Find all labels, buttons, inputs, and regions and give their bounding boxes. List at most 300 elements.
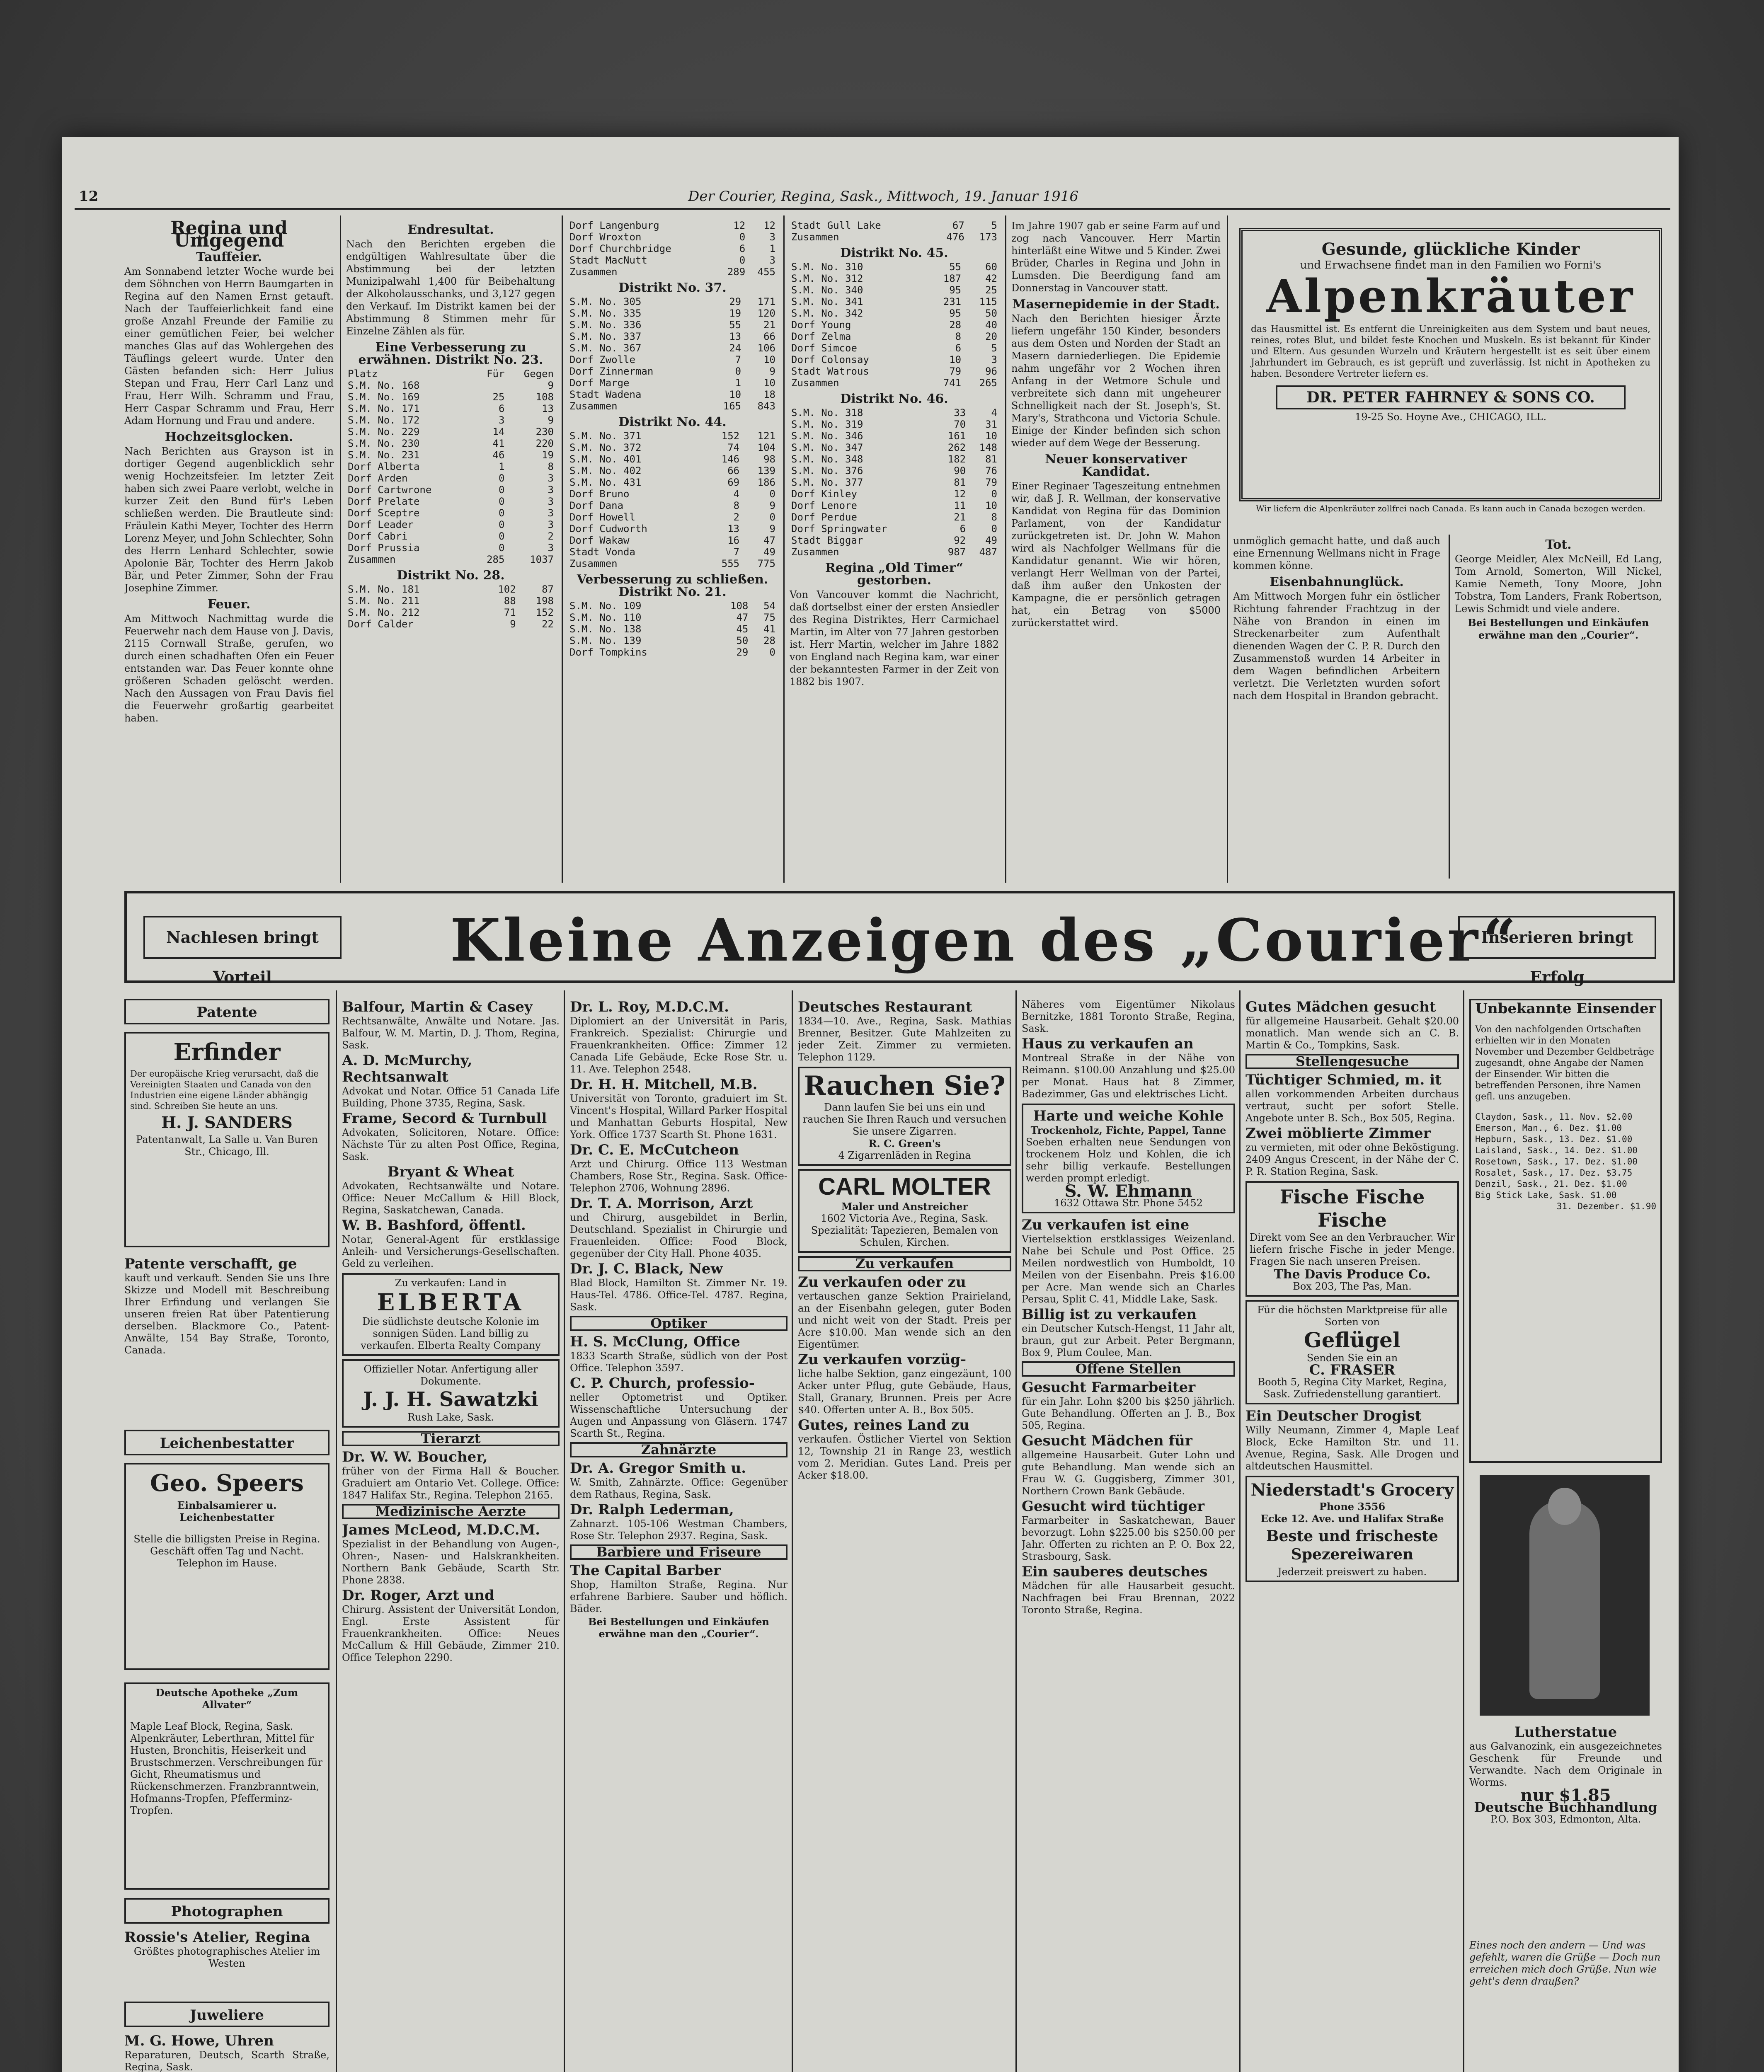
table-row: S.M. No. 377 81 79 — [791, 477, 997, 488]
ad-text: Booth 5, Regina City Market, Regina, Sask. Zufriedenstellung garantiert. — [1258, 1376, 1447, 1400]
ad-rauchen — [798, 1067, 1011, 1166]
ad-niederstadt — [1245, 1476, 1459, 1582]
ad-title: Tüchtiger Schmied, m. it — [1245, 1072, 1442, 1088]
einsender-list — [1475, 1111, 1656, 1212]
ad-note: Wir liefern die Alpenkräuter zollfrei nach Canada. Es kann auch in Canada bezogen werden. — [1256, 503, 1645, 513]
ad-title: Zwei möblierte Zimmer — [1245, 1125, 1431, 1142]
results-table — [346, 583, 555, 630]
ad-slogan: Beste und frischeste Spezereiwaren — [1266, 1527, 1438, 1563]
ad-title: Niederstadt's Grocery — [1250, 1480, 1454, 1500]
ad-name: H. J. SANDERS — [161, 1113, 293, 1132]
table-row: S.M. No. 376 90 76 — [791, 465, 997, 477]
table-row: Dorf Prussia 0 3 — [348, 542, 554, 554]
article-text: Einer Reginaer Tageszeitung entnehmen wir, daß J. R. Wellman, der konservative Kandidat von Regina für das Dominion Parlament, von der Kandidatur zurückgetreten ist. Dr. John W. Mahon wird als Nachfolger Wellmans für die Kandidatur genannt. Wie wir hören, verlangt Herr Wellman von der Partei, daß ihm außer den Unkosten der Kampagne, die er persönlich getragen hat, ein Betrag von $5000 zurückerstattet wird. — [1011, 480, 1221, 629]
ad-title: Geo. Speers — [150, 1469, 304, 1497]
table-row: S.M. No. 138 45 41 — [569, 623, 775, 635]
article-title: Neuer konservativer Kandidat. — [1045, 452, 1187, 479]
ad-text: Maple Leaf Block, Regina, Sask. Alpenkräuter, Leberthran, Mittel für Husten, Bronchitis, Heiserkeit und Brustschmerzen. Verschreibungen für Gicht, Rheumatismus und Rückenschmerzen. Franzbranntwein, Hofmanns-Tropfen, Pfefferminz-Tropfen. — [130, 1721, 322, 1816]
list-item: Denzil, Sask., 21. Dez. $1.00 — [1475, 1179, 1627, 1189]
ad-rossie — [124, 1929, 330, 1995]
ad-title: M. G. Howe, Uhren — [124, 2033, 274, 2049]
ad-firm: Deutsche Buchhandlung — [1474, 1799, 1657, 1815]
ad-text: Diplomiert an der Universität in Paris, Frankreich. Spezialist: Chirurgie und Frauenkrankheiten. Office: Zimmer 12 Canada Life Gebäude, Ecke Rose Str. u. 11. Ave. Telephon 2548. — [570, 1015, 788, 1075]
table-total: Zusammen 741 265 — [791, 377, 997, 389]
table-row: S.M. No. 318 33 4 — [791, 407, 997, 419]
table-row: S.M. No. 340 95 25 — [791, 284, 997, 296]
table-row: Stadt Gull Lake 67 5 — [791, 220, 997, 231]
ad-text: Dann laufen Sie bei uns ein und rauchen Sie Ihren Rauch und versuchen Sie unsere Zigarren. — [802, 1101, 1007, 1137]
ad-apotheke — [124, 1682, 330, 1890]
list-item: 31. Dezember. $1.90 — [1556, 1201, 1656, 1211]
table-row: S.M. No. 347 262 148 — [791, 442, 997, 453]
ad-text: Stelle die billigsten Preise in Regina. Geschäft offen Tag und Nacht. Telephon im Hause. — [133, 1533, 320, 1569]
table-row: S.M. No. 402 66 139 — [569, 465, 775, 477]
ad-unbekannte-einsender — [1469, 999, 1662, 1463]
table-row: Dorf Calder 9 22 — [348, 618, 554, 630]
table-row: S.M. No. 319 70 31 — [791, 419, 997, 430]
ad-phone: Phone 3556 — [1319, 1501, 1386, 1513]
ad-title: Rauchen Sie? — [804, 1070, 1006, 1101]
section-title: Regina und Umgegend — [170, 220, 288, 251]
ad-ehmann — [1022, 1104, 1235, 1213]
ad-lutherstatue — [1469, 1724, 1662, 1931]
ad-title: Deutsche Apotheke „Zum Allvater“ — [155, 1687, 298, 1711]
district-title: Distrikt No. 45. — [840, 246, 948, 260]
table-row: Dorf Wroxton 0 3 — [569, 231, 775, 243]
ad-title: Billig ist zu verkaufen — [1022, 1306, 1197, 1323]
table-row: S.M. No. 171 6 13 — [348, 403, 554, 414]
table-row: S.M. No. 367 24 106 — [569, 342, 775, 354]
ad-elberta — [342, 1273, 560, 1356]
article-text: Von Vancouver kommt die Nachricht, daß dortselbst einer der ersten Ansiedler des Regina Distriktes, Herr Carmichael Martin, im Alter von 77 Jahren gestorben ist. Herr Martin, welcher im Jahre 1882 von England nach Regina kam, war einer der bekanntesten Farmer in der Zeit von 1882 bis 1907. — [790, 589, 999, 687]
table-total: Zusammen 285 1037 — [348, 554, 554, 565]
ad-name: S. W. Ehmann — [1064, 1181, 1192, 1201]
ad-title: Bryant & Wheat — [387, 1164, 514, 1180]
ad-title: Gutes Mädchen gesucht — [1245, 999, 1436, 1015]
ad-text: allgemeine Hausarbeit. Guter Lohn und gute Behandlung. Man wende sich an Frau W. G. Guggisberg, Zimmer 301, Northern Crown Bank Gebäude. — [1022, 1449, 1235, 1497]
section-header-zu-verkaufen: Zu verkaufen — [798, 1256, 1011, 1271]
banner-left-box: Nachlesen bringt Vorteil — [143, 916, 342, 959]
ad-text: ein Deutscher Kutsch-Hengst, 11 Jahr alt, braun, gut zur Arbeit. Peter Bergmann, Box 9, Plum Coulee, Man. — [1022, 1323, 1235, 1358]
ad-title: Harte und weiche Kohle — [1033, 1108, 1224, 1124]
list-item: Claydon, Sask., 11. Nov. $2.00 — [1475, 1112, 1633, 1122]
district-title: Distrikt No. 46. — [840, 392, 948, 406]
ad-title: Lutherstatue — [1514, 1724, 1617, 1740]
article-title: Tauffeier. — [196, 250, 262, 264]
ad-sub: Patentanwalt, La Salle u. Van Buren Str., Chicago, Ill. — [136, 1134, 318, 1157]
section-header-tierarzt: Tierarzt — [342, 1431, 560, 1446]
classifieds-column-4 — [798, 999, 1011, 2072]
column-rule — [564, 990, 565, 2072]
list-item: Emerson, Man., 6. Dez. $1.00 — [1475, 1123, 1622, 1133]
table-row: S.M. No. 109 108 54 — [569, 600, 775, 612]
ad-text: Senden Sie ein an — [1306, 1352, 1398, 1364]
district-title: Verbesserung zu schließen. Distrikt No. 21. — [577, 572, 768, 599]
ad-patente-verschafft — [124, 1256, 330, 1421]
column-election-results-2 — [568, 220, 777, 883]
table-total: Zusammen 165 843 — [569, 400, 775, 412]
table-row: Dorf Zelma 8 20 — [791, 331, 997, 342]
table-row: S.M. No. 336 55 21 — [569, 319, 775, 331]
ad-text: Mädchen für alle Hausarbeit gesucht. Nachfragen bei Frau Brennan, 2022 Toronto Straße, Regina. — [1022, 1580, 1235, 1616]
article-title: Hochzeitsglocken. — [165, 430, 293, 444]
ad-title: Dr. T. A. Morrison, Arzt — [570, 1195, 753, 1212]
ad-text: Montreal Straße in der Nähe von Reimann. $100.00 Anzahlung und $25.00 per Monat. Haus hat 8 Zimmer, Badezimmer, Gas und elektrisches Licht. — [1022, 1052, 1235, 1100]
results-table — [568, 430, 777, 569]
ad-title: Geflügel — [1304, 1328, 1401, 1352]
table-row: S.M. No. 346 161 10 — [791, 430, 997, 442]
ad-text: allen vorkommenden Arbeiten durchaus vertraut, sucht per sofort Stelle. Angebote unter B. Sch., Box 505, Regina. — [1245, 1088, 1459, 1124]
table-row: Dorf Cabri 0 2 — [348, 530, 554, 542]
ad-title: Patente verschafft, ge — [124, 1256, 297, 1272]
ad-title: Rossie's Atelier, Regina — [124, 1929, 310, 1946]
ad-title: Gesucht Farmarbeiter — [1022, 1379, 1196, 1396]
article-text: Nach den Berichten hiesiger Ärzte liefern ungefähr 150 Kinder, besonders aus dem Osten und Norden der Stadt an Masern darniederliegen. Die Epidemie nahm ungefähr vor 2 Wochen ihren Anfang in der Wetmore Schule und verbreitete sich dann mit ungeheurer Schnelligkeit nach der St. Joseph's, St. Mary's, Strathcona und Victoria Schule. Einige der Kinder befinden sich schon wieder auf dem Wege der Besserung. — [1011, 313, 1221, 449]
ad-address: Ecke 12. Ave. und Halifax Straße — [1260, 1513, 1444, 1525]
ad-text: Rechtsanwälte, Anwälte und Notare. Jas. Balfour, W. M. Martin, D. J. Thom, Regina, Sask. — [342, 1015, 560, 1051]
table-row: Dorf Wakaw 16 47 — [569, 535, 775, 546]
ad-text: früher von der Firma Hall & Boucher. Graduiert am Ontario Vet. College. Office: 1847 Halifax Str., Regina. Telephon 2165. — [342, 1465, 560, 1501]
ad-text: Näheres vom Eigentümer Nikolaus Bernitzke, 1881 Toronto Straße, Regina, Sask. — [1022, 999, 1235, 1034]
column-rule — [1449, 535, 1450, 879]
article-text: Am Sonnabend letzter Woche wurde bei dem Söhnchen von Herrn Baumgarten in Regina auf den Namen Ernst getauft. Nach der Tauffeierlichkeit fand eine große Anzahl Freunde der Familie zu einer gemütlichen Feier, bei welcher manches Glas auf das Wohlergehen des Täuflings geleert wurde. Unter den Gästen befanden sich: Herr Julius Stepan und Frau, Herr Carl Lanz und Frau, Herr Wilh. Schramm und Frau, Herr Caspar Schramm und Frau, Herr Adam Hornung und Frau und andere. — [124, 266, 334, 426]
article-title: Eisenbahnunglück. — [1270, 575, 1404, 589]
column-rule — [1463, 990, 1464, 2072]
ad-title: Zu verkaufen vorzüg- — [798, 1351, 967, 1368]
list-item: Hepburn, Sask., 13. Dez. $1.00 — [1475, 1134, 1633, 1144]
results-table — [790, 407, 999, 558]
classifieds-banner — [124, 891, 1675, 986]
ad-title: Dr. H. H. Mitchell, M.B. — [570, 1076, 758, 1093]
column-news-4 — [1455, 535, 1662, 879]
ad-text: Advokaten, Solicitoren, Notare. Office: Nächste Tür zu alten Post Office, Regina, Sask. — [342, 1127, 560, 1162]
ad-address: 19-25 So. Hoyne Ave., CHICAGO, ILL. — [1355, 411, 1546, 423]
table-total: Zusammen 987 487 — [791, 546, 997, 558]
ad-text: vertauschen ganze Sektion Prairieland, an der Eisenbahn gelegen, guter Boden und nicht weit von der Stadt. Preis per Acre $10.00. Man wende sich an den Eigentümer. — [798, 1290, 1011, 1350]
section-header-photographen: Photographen — [124, 1898, 330, 1924]
ad-title: A. D. McMurchy, Rechtsanwalt — [342, 1052, 472, 1085]
article-text: Nach Berichten aus Grayson ist in dortiger Gegend augenblicklich sehr wenig Hochzeitsfeier. Im letzter Zeit haben sich zwei Paare verlobt, welche in kurzer Zeit den Bund für's Leben schließen werden. Die Brautleute sind: Fräulein Kathi Meyer, Tochter des Herrn Lorenz Meyer, und John Schlechter, Sohn des Herrn Lenhard Schlechter, sowie Apolonie Bär, Tochter des Herrn Jakob Bär, und Peter Zimmer, Sohn der Frau Josephine Zimmer. — [124, 445, 334, 594]
table-total: Zusammen 476 173 — [791, 231, 997, 243]
section-header-optiker: Optiker — [570, 1316, 788, 1331]
courier-note: Bei Bestellungen und Einkäufen erwähne man den „Courier“. — [1468, 617, 1649, 641]
section-header-stellengesuche: Stellengesuche — [1245, 1054, 1459, 1069]
ad-sawatzki — [342, 1359, 560, 1428]
ad-sub: Einbalsamierer u. Leichenbestatter — [177, 1499, 277, 1523]
classifieds-column-6 — [1245, 999, 1459, 2072]
ad-text: Der europäische Krieg verursacht, daß die Vereinigten Staaten und Canada von den Industrien eine eigene Länder abhängig sind. Schreiben Sie heute an uns. — [130, 1069, 319, 1111]
ad-text: Direkt vom See an den Verbraucher. Wir liefern frische Fische in jeder Menge. Fragen Sie nach unseren Preisen. — [1250, 1232, 1455, 1267]
ad-headline: Gesunde, glückliche Kinder — [1321, 240, 1580, 259]
ad-text: und Chirurg, ausgebildet in Berlin, Deutschland. Spezialist in Chirurgie und Frauenleiden. Office: Food Block, gegenüber der City Hall. Phone 4035. — [570, 1212, 788, 1259]
ad-text: aus Galvanozink, ein ausgezeichnetes Geschenk für Freunde und Verwandte. Nach dem Originale in Worms. — [1469, 1740, 1662, 1788]
ad-text: Reparaturen, Deutsch, Scarth Straße, Regina, Sask. — [124, 2049, 330, 2072]
ad-text: Für die höchsten Marktpreise für alle Sorten von — [1257, 1304, 1447, 1328]
table-row: Dorf Churchbridge 6 1 — [569, 243, 775, 254]
table-row: Dorf Bruno 4 0 — [569, 488, 775, 500]
table-row: Dorf Simcoe 6 5 — [791, 342, 997, 354]
table-row: Dorf Zwolle 7 10 — [569, 354, 775, 366]
table-row: Stadt Wadena 10 18 — [569, 389, 775, 400]
ad-name: C. FRASER — [1309, 1362, 1396, 1378]
column-rule — [1239, 990, 1241, 2072]
table-row: Dorf Langenburg 12 12 — [569, 220, 775, 231]
ad-subline: und Erwachsene findet man in den Familien wo Forni's — [1300, 259, 1602, 271]
ad-title: Erfinder — [173, 1038, 281, 1066]
district-title: Distrikt No. 28. — [397, 568, 505, 583]
table-row: S.M. No. 211 88 198 — [348, 595, 554, 607]
section-header-aerzte: Medizinische Aerzte — [342, 1504, 560, 1519]
ad-title: James McLeod, M.D.C.M. — [342, 1522, 540, 1538]
article-title: Feuer. — [207, 597, 251, 612]
ad-howe — [124, 2033, 330, 2072]
column-rule — [1015, 990, 1017, 2072]
results-table — [568, 296, 777, 412]
classifieds-column-5 — [1022, 999, 1235, 2072]
list-item: Rosetown, Sask., 17. Dez. $1.00 — [1475, 1157, 1638, 1167]
ad-title: Ein Deutscher Drogist — [1245, 1408, 1422, 1424]
table-row: Dorf Tompkins 29 0 — [569, 646, 775, 658]
table-row: S.M. No. 312 187 42 — [791, 273, 997, 284]
ad-text: 1834—10. Ave., Regina, Sask. Mathias Brenner, Besitzer. Gute Mahlzeiten zu jeder Zeit. Zimmer zu vermieten. Telephon 1129. — [798, 1015, 1011, 1063]
ad-title: Dr. W. W. Boucher, — [342, 1449, 488, 1465]
statue-head — [1548, 1488, 1581, 1525]
ad-text: liche halbe Sektion, ganz eingezäunt, 100 Acker unter Pflug, gute Gebäude, Haus, Stall, Granary, Brunnen. Preis per Acre $40. Offerten unter A. B., Box 505. — [798, 1368, 1011, 1416]
table-row: S.M. No. 230 41 220 — [348, 438, 554, 449]
ad-title: Deutsches Restaurant — [798, 999, 972, 1015]
district-title: Distrikt No. 37. — [618, 281, 727, 295]
ad-sub: 4 Zigarrenläden in Regina — [838, 1150, 971, 1161]
ad-name: The Davis Produce Co. — [1274, 1267, 1431, 1282]
ad-title: Dr. A. Gregor Smith u. — [570, 1460, 746, 1477]
statue-figure — [1529, 1500, 1600, 1699]
ad-sub: Maler und Anstreicher — [841, 1201, 968, 1213]
ad-fische — [1245, 1181, 1459, 1297]
ad-title: Zu verkaufen oder zu — [798, 1274, 966, 1290]
ad-title: CARL MOLTER — [818, 1173, 991, 1200]
ad-title: C. P. Church, professio- — [570, 1375, 755, 1392]
article-text: Im Jahre 1907 gab er seine Farm auf und zog nach Vancouver. Herr Martin hinterläßt eine Witwe und 5 Kinder. Zwei Brüder, Charles in Regina und John in Lumsden. Die Beerdigung fand am Donnerstag in Vancouver statt. — [1011, 220, 1221, 294]
column-rule — [340, 215, 341, 883]
section-header-barbiere: Barbiere und Friseure — [570, 1544, 788, 1560]
ad-title: The Capital Barber — [570, 1562, 721, 1579]
ad-text: zu vermieten, mit oder ohne Beköstigung. 2409 Angus Crescent, in der Nähe der C. P. R. Station Regina, Sask. — [1245, 1142, 1459, 1177]
ad-sub: Box 203, The Pas, Man. — [1293, 1280, 1412, 1292]
ad-sub: Rush Lake, Sask. — [407, 1411, 494, 1423]
results-table — [790, 261, 999, 389]
results-table — [568, 600, 777, 658]
ad-text: Von den nachfolgenden Ortschaften erhielten wir in den Monaten November und Dezember Geldbeträge zugesandt, ohne Angabe der Namen der Einsender. Wir bitten die betreffenden Personen, ihre Namen gefl. uns anzugeben. — [1475, 1024, 1654, 1102]
ad-title: Gesucht Mädchen für — [1022, 1433, 1192, 1449]
results-table — [790, 220, 999, 243]
table-row: S.M. No. 229 14 230 — [348, 426, 554, 438]
district-title: Distrikt No. 44. — [618, 415, 727, 429]
ad-text: Advokat und Notar. Office 51 Canada Life Building, Phone 3735, Regina, Sask. — [342, 1085, 560, 1109]
table-header: Platz Für Gegen — [348, 368, 554, 380]
banner-title: Kleine Anzeigen des „Courier“ — [450, 907, 1519, 975]
column-news-2 — [1011, 220, 1221, 883]
ad-speers — [124, 1463, 330, 1670]
ad-text: Blad Block, Hamilton St. Zimmer Nr. 19. Haus-Tel. 4786. Office-Tel. 4787. Regina, Sask. — [570, 1277, 788, 1313]
table-row: Stadt MacNutt 0 3 — [569, 254, 775, 266]
table-row: S.M. No. 310 55 60 — [791, 261, 997, 273]
ad-text: Spezialist in der Behandlung von Augen-, Ohren-, Nasen- und Halskrankheiten. Northern Bank Gebäude, Scarth Str. Phone 2838. — [342, 1538, 560, 1586]
table-row: S.M. No. 172 3 9 — [348, 414, 554, 426]
article-text: George Meidler, Alex McNeill, Ed Lang, Tom Arnold, Somerton, Will Nickel, Kamie Nemeth, Tony Moore, John Tobstra, Tom Landers, Frank Robertson, Lewis Schmidt und viele andere. — [1455, 553, 1662, 615]
table-row: S.M. No. 110 47 75 — [569, 612, 775, 623]
table-row: Dorf Cartwrone 0 3 — [348, 484, 554, 496]
ad-firm: DR. PETER FAHRNEY & SONS CO. — [1276, 385, 1626, 409]
ad-title: H. S. McClung, Office — [570, 1334, 740, 1350]
table-row: S.M. No. 401 146 98 — [569, 453, 775, 465]
ad-sub: Zu verkaufen: Land in — [395, 1277, 507, 1289]
ad-text: Offizieller Notar. Anfertigung aller Dokumente. — [363, 1363, 538, 1387]
classifieds-column-2 — [342, 999, 560, 2072]
courier-note: Bei Bestellungen und Einkäufen erwähne man den „Courier“. — [588, 1616, 769, 1640]
table-row: Dorf Sceptre 0 3 — [348, 507, 554, 519]
alpenkraeuter-ad — [1239, 228, 1662, 501]
ad-title: W. B. Bashford, öffentl. — [342, 1217, 526, 1234]
ad-text: Universität von Toronto, graduiert im St. Vincent's Hospital, Willard Parker Hospital und Manhattan Geburts Hospital, New York. Office 1737 Scarth St. Phone 1631. — [570, 1093, 788, 1140]
table-row: Dorf Perdue 21 8 — [791, 511, 997, 523]
ad-text: Viertelsektion erstklassiges Weizenland. Nahe bei Schule und Post Office. 25 Meilen nordwestlich von Humboldt, 10 Meilen von der Eisenbahn. Preis $16.00 per Acre. Man wende sich an Charles Persau, Split C. 41, Middle Lake, Sask. — [1022, 1233, 1235, 1305]
section-header-leichenbestatter: Leichenbestatter — [124, 1430, 330, 1455]
ad-text: Arzt und Chirurg. Office 113 Westman Chambers, Rose Str., Regina. Sask. Office-Telephon 2706, Wohnung 2896. — [570, 1158, 788, 1194]
poem-text: Eines noch den andern — Und was gefehlt, waren die Grüße — Doch nun erreichen mich doch Grüße. Nun wie geht's denn draußen? — [1469, 1939, 1661, 1987]
ad-title: Balfour, Martin & Casey — [342, 999, 533, 1015]
table-row: Dorf Alberta 1 8 — [348, 461, 554, 472]
ad-text: Soeben erhalten neue Sendungen von trockenem Holz und Kohlen, die ich sehr billig verkaufe. Bestellungen werden prompt erledigt. — [1026, 1136, 1231, 1184]
ad-text: Willy Neumann, Zimmer 4, Maple Leaf Block, Ecke Hamilton Str. und 11. Avenue, Regina, Sask. Alle Drogen und altdeutschen Hausmittel. — [1245, 1424, 1459, 1472]
column-local-news — [124, 220, 334, 883]
ad-title: Dr. Roger, Arzt und — [342, 1587, 494, 1604]
ad-erfinder — [124, 1032, 330, 1247]
article-text: unmöglich gemacht hatte, und daß auch eine Ernennung Wellmans nicht in Frage kommen könne. — [1233, 535, 1440, 571]
table-row: S.M. No. 231 46 19 — [348, 449, 554, 461]
table-row: S.M. No. 168 9 — [348, 380, 554, 391]
table-row: Dorf Kinley 12 0 — [791, 488, 997, 500]
column-rule — [792, 990, 793, 2072]
ad-text: verkaufen. Östlicher Viertel von Sektion 12, Township 21 in Range 23, westlich vom 2. Meridian. Gutes Land. Preis per Acker $18.00. — [798, 1433, 1011, 1481]
ad-address: 1632 Ottawa Str. Phone 5452 — [1054, 1197, 1203, 1209]
ad-body: das Hausmittel ist. Es entfernt die Unreinigkeiten aus dem System und baut neues, reines, rotes Blut, und bildet feste Knochen und Muskeln. Es ist bekannt für Kinder und Eltern. Aus gesunden Wurzeln und Kräutern hergestellt ist es seit über einem Jahrhundert im Gebrauch, es ist geprüft und zuverlässig. Ist nicht in Apotheken zu haben. Besondere Vertreter liefern es. — [1251, 324, 1650, 379]
ad-price: nur $1.85 — [1520, 1786, 1611, 1805]
ad-title: Frame, Secord & Turnbull — [342, 1110, 547, 1127]
ad-name: R. C. Green's — [868, 1138, 941, 1150]
table-row: Dorf Springwater 6 0 — [791, 523, 997, 535]
table-row: S.M. No. 348 182 81 — [791, 453, 997, 465]
ad-sub: Größtes photographisches Atelier im Westen — [133, 1946, 320, 1969]
ad-product-name: Alpenkräuter — [1266, 269, 1636, 323]
ad-sub: Trockenholz, Fichte, Pappel, Tanne — [1030, 1124, 1226, 1136]
column-rule — [562, 215, 563, 883]
ad-title: Zu verkaufen ist eine — [1022, 1217, 1190, 1233]
ad-text: für allgemeine Hausarbeit. Gehalt $20.00 monatlich. Man wende sich an C. B. Martin & Co., Tompkins, Sask. — [1245, 1015, 1459, 1051]
ad-molter — [798, 1169, 1011, 1253]
article-text: Am Mittwoch Nachmittag wurde die Feuerwehr nach dem Hause von J. Davis, 2115 Cornwall Straße, gerufen, wo durch einen schadhaften Ofen ein Feuer entstanden war. Das Feuer konnte ohne größeren Schaden gelöscht werden. Nach den Aussagen von Frau Davis fiel die Feuerwehr großartig gearbeitet haben. — [124, 613, 334, 724]
ad-title: Ein sauberes deutsches — [1022, 1564, 1208, 1580]
column-rule — [336, 990, 337, 2072]
page-header — [75, 185, 1670, 210]
ad-text: kauft und verkauft. Senden Sie uns Ihre Skizze und Modell mit Beschreibung Ihrer Erfindung und verlangen Sie unseren freien Rat über Patentierung derselben. Blackmore Co., Patent-Anwälte, 154 Bay Straße, Toronto, Canada. — [124, 1272, 330, 1356]
ad-title: Dr. C. E. McCutcheon — [570, 1142, 739, 1158]
table-row: S.M. No. 341 231 115 — [791, 296, 997, 307]
list-item: Laisland, Sask., 14. Dez. $1.00 — [1475, 1145, 1638, 1155]
ad-title: Dr. L. Roy, M.D.C.M. — [570, 999, 729, 1015]
column-rule — [1005, 215, 1006, 883]
section-header-patente: Patente — [124, 999, 330, 1024]
table-row: S.M. No. 431 69 186 — [569, 477, 775, 488]
table-row: S.M. No. 181 102 87 — [348, 583, 554, 595]
list-item: Rosalet, Sask., 17. Dez. $3.75 — [1475, 1168, 1633, 1178]
table-total: Zusammen 555 775 — [569, 558, 775, 569]
table-row: Dorf Zinnerman 0 9 — [569, 366, 775, 377]
table-row: S.M. No. 335 19 120 — [569, 307, 775, 319]
table-row: Dorf Prelate 0 3 — [348, 496, 554, 507]
ad-title: Fische Fische Fische — [1279, 1186, 1425, 1231]
page-number: 12 — [79, 188, 99, 205]
ad-text: Zahnarzt. 105-106 Westman Chambers, Rose Str. Telephon 2937. Regina, Sask. — [570, 1518, 788, 1542]
column-rule — [1227, 215, 1228, 883]
section-header-offene-stellen: Offene Stellen — [1022, 1361, 1235, 1377]
article-title: Endresultat. — [407, 223, 494, 237]
ad-title: Gutes, reines Land zu — [798, 1417, 969, 1433]
table-total: Zusammen 289 455 — [569, 266, 775, 278]
district-title: Eine Verbesserung zu erwähnen. Distrikt No. 23. — [358, 340, 543, 367]
table-row: S.M. No. 305 29 171 — [569, 296, 775, 307]
ad-title: Gesucht wird tüchtiger — [1022, 1498, 1204, 1515]
classifieds-column-3 — [570, 999, 788, 2072]
ad-gefluegel — [1245, 1300, 1459, 1404]
luther-statue-image — [1480, 1475, 1650, 1716]
table-row: Dorf Young 28 40 — [791, 319, 997, 331]
table-row: S.M. No. 371 152 121 — [569, 430, 775, 442]
article-text: Am Mittwoch Morgen fuhr ein östlicher Richtung fahrender Frachtzug in der Nähe von Brandon in einen im Streckenarbeiter zum Aufenthalt dienenden Wagen der C. P. R. Durch den Zusammenstoß wurden 14 Arbeiter in dem Wagen befindlichen Arbeitern verletzt. Die Verletzten wurden sofort nach dem Hospital in Brandon gebracht. — [1233, 591, 1440, 702]
table-row: S.M. No. 169 25 108 — [348, 391, 554, 403]
article-title: Masernepidemie in der Stadt. — [1012, 297, 1220, 312]
ad-text: Shop, Hamilton Straße, Regina. Nur erfahrene Barbiere. Sauber und höflich. Bäder. — [570, 1579, 788, 1615]
table-row: S.M. No. 342 95 50 — [791, 307, 997, 319]
ad-text: neller Optometrist und Optiker. Wissenschaftliche Untersuchung der Augen und Anpassung von Gläsern. 1747 Scarth St., Regina. — [570, 1392, 788, 1439]
column-election-results-1 — [346, 220, 555, 883]
section-header-juweliere: Juweliere — [124, 2002, 330, 2027]
ad-title: Unbekannte Einsender — [1475, 1000, 1656, 1017]
table-row: Dorf Cudworth 13 9 — [569, 523, 775, 535]
table-row: S.M. No. 337 13 66 — [569, 331, 775, 342]
table-row: S.M. No. 212 71 152 — [348, 607, 554, 618]
table-row: Stadt Biggar 92 49 — [791, 535, 997, 546]
ad-text: Die südlichste deutsche Kolonie im sonnigen Süden. Land billig zu verkaufen. Elberta Realty Company — [361, 1316, 541, 1351]
ad-text: Advokaten, Rechtsanwälte und Notare. Office: Neuer McCallum & Hill Block, Regina, Saskatchewan, Canada. — [342, 1180, 560, 1216]
ad-title: Dr. Ralph Lederman, — [570, 1501, 734, 1518]
table-row: Stadt Watrous 79 96 — [791, 366, 997, 377]
table-row: S.M. No. 372 74 104 — [569, 442, 775, 453]
ad-text: Farmarbeiter in Saskatchewan, Bauer bevorzugt. Lohn $225.00 bis $250.00 per Jahr. Offerten zu richten an P. O. Box 22, Strasbourg, Sask. — [1022, 1515, 1235, 1562]
ad-text: Chirurg. Assistent der Universität London, Engl. Erste Assistent für Frauenkrankheiten. Office: Neues McCallum & Hill Gebäude, Zimmer 210. Office Telephon 2290. — [342, 1604, 560, 1663]
article-title: Tot. — [1545, 537, 1572, 552]
results-table — [346, 368, 555, 565]
ad-note: Jederzeit preiswert zu haben. — [1277, 1566, 1427, 1578]
table-row: Stadt Vonda 7 49 — [569, 546, 775, 558]
masthead-line: Der Courier, Regina, Sask., Mittwoch, 19. Januar 1916 — [688, 188, 1078, 205]
ad-text: 1602 Victoria Ave., Regina, Sask. Spezialität: Tapezieren, Bemalen von Schulen, Kirchen. — [811, 1213, 998, 1248]
banner-right-box: Inserieren bringt Erfolg — [1458, 916, 1656, 959]
ad-title: Haus zu verkaufen an — [1022, 1036, 1194, 1052]
ad-title: ELBERTA — [377, 1289, 525, 1316]
article-title: Regina „Old Timer“ gestorben. — [825, 561, 963, 588]
ad-text: für ein Jahr. Lohn $200 bis $250 jährlich. Gute Behandlung. Offerten an J. B., Box 505, Regina. — [1022, 1396, 1235, 1431]
ad-text: W. Smith, Zahnärzte. Office: Gegenüber dem Rathaus, Regina, Sask. — [570, 1477, 788, 1500]
